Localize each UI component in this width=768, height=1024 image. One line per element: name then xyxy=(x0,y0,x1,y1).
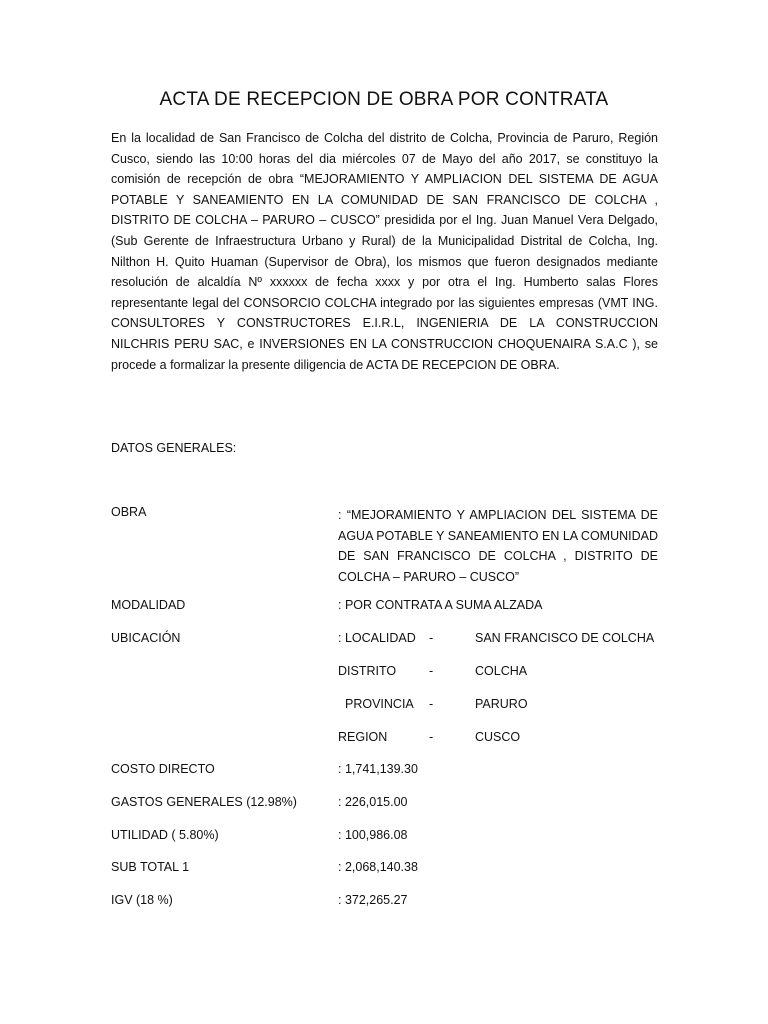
costo-directo-value: : 1,741,139.30 xyxy=(338,762,418,776)
igv-value: : 372,265.27 xyxy=(338,893,408,907)
ubicacion-label: UBICACIÓN xyxy=(111,631,181,645)
utilidad-label: UTILIDAD ( 5.80%) xyxy=(111,828,219,842)
section-heading-datos-generales: DATOS GENERALES: xyxy=(111,441,237,455)
sub-total-label: SUB TOTAL 1 xyxy=(111,860,190,874)
obra-value: : “MEJORAMIENTO Y AMPLIACION DEL SISTEMA DE AGUA POTABLE Y SANEAMIENTO EN LA COMUNIDAD DE SAN FRANCISCO DE COLCHA , DISTRITO DE COLCHA – PARURO – CUSCO” xyxy=(338,508,658,584)
utilidad-value: : 100,986.08 xyxy=(338,828,408,842)
modalidad-label: MODALIDAD xyxy=(111,598,186,612)
ubicacion-localidad-value: SAN FRANCISCO DE COLCHA xyxy=(475,631,655,645)
gastos-generales-label: GASTOS GENERALES (12.98%) xyxy=(111,795,297,809)
sub-total-value: : 2,068,140.38 xyxy=(338,860,418,874)
ubicacion-localidad-key: : LOCALIDAD xyxy=(338,631,416,645)
obra-label: OBRA xyxy=(111,505,147,519)
ubicacion-region-key: REGION xyxy=(338,730,388,744)
ubicacion-region-value: CUSCO xyxy=(475,730,521,744)
costo-directo-label: COSTO DIRECTO xyxy=(111,762,215,776)
gastos-generales-value: : 226,015.00 xyxy=(338,795,408,809)
ubicacion-region-dash: - xyxy=(429,730,434,744)
ubicacion-distrito-value: COLCHA xyxy=(475,664,528,678)
ubicacion-localidad-dash: - xyxy=(429,631,434,645)
ubicacion-provincia-key: PROVINCIA xyxy=(345,697,414,711)
ubicacion-distrito-key: DISTRITO xyxy=(338,664,397,678)
ubicacion-provincia-value: PARURO xyxy=(475,697,528,711)
intro-paragraph: En la localidad de San Francisco de Colcha del distrito de Colcha, Provincia de Paruro, Región Cusco, siendo las 10:00 horas del dia miércoles 07 de Mayo del año 2017, se constituyo la comisión de recepción de obra “MEJORAMIENTO Y AMPLIACION DEL SISTEMA DE AGUA POTABLE Y SANEAMIENTO EN LA COMUNIDAD DE SAN FRANCISCO DE COLCHA , DISTRITO DE COLCHA – PARURO – CUSCO” presidida por el Ing. Juan Manuel Vera Delgado, (Sub Gerente de Infraestructura Urbano y Rural) de la Municipalidad Distrital de Colcha, Ing. Nilthon H. Quito Huaman (Supervisor de Obra), los mismos que fueron designados mediante resolución de alcaldía Nº xxxxxx de fecha xxxx y por otra el Ing. Humberto salas Flores representante legal del CONSORCIO COLCHA integrado por las siguientes empresas (VMT ING. CONSULTORES Y CONSTRUCTORES E.I.R.L, INGENIERIA DE LA CONSTRUCCION NILCHRIS PERU SAC, e INVERSIONES EN LA CONSTRUCCION CHOQUENAIRA S.A.C ), se procede a formalizar la presente diligencia de ACTA DE RECEPCION DE OBRA. xyxy=(111,131,658,372)
modalidad-value: : POR CONTRATA A SUMA ALZADA xyxy=(338,598,543,612)
ubicacion-provincia-dash: - xyxy=(429,697,434,711)
igv-label: IGV (18 %) xyxy=(111,893,173,907)
ubicacion-distrito-dash: - xyxy=(429,664,434,678)
document-title: ACTA DE RECEPCION DE OBRA POR CONTRATA xyxy=(159,89,609,110)
